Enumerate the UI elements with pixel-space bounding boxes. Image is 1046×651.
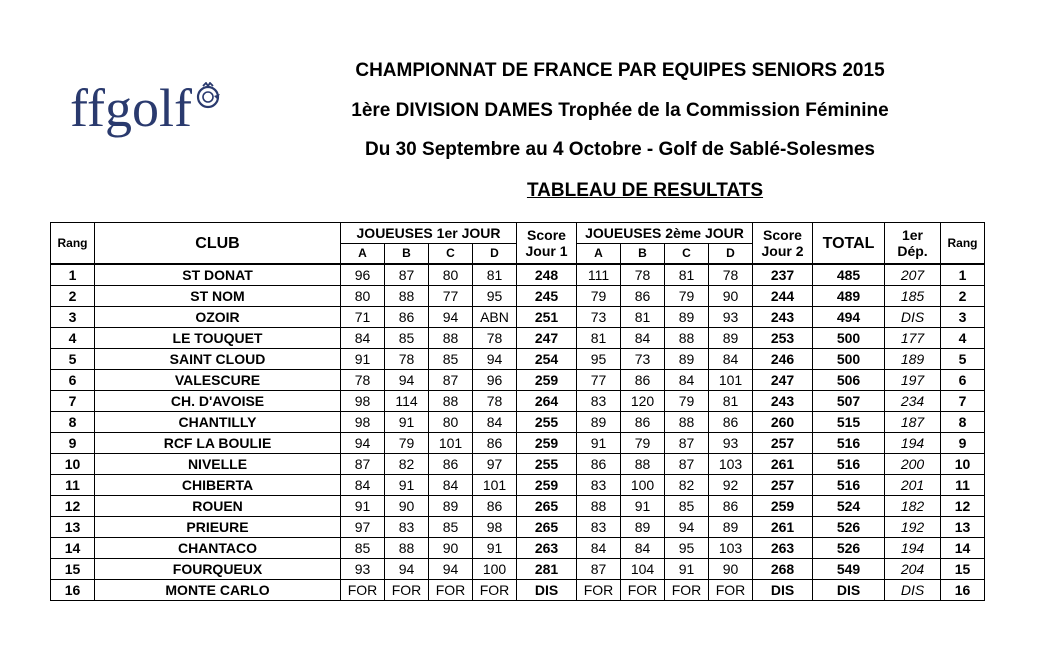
total-cell: 506 (813, 370, 885, 391)
score-day1-header (517, 223, 577, 265)
rank-cell-right: 7 (941, 391, 985, 412)
score-cell: 81 (709, 391, 753, 412)
score-cell: 84 (709, 349, 753, 370)
day2-total-cell: 243 (753, 307, 813, 328)
score-cell: 91 (621, 496, 665, 517)
day2-total-cell: 237 (753, 264, 813, 286)
first-departure-cell: 187 (885, 412, 941, 433)
score-cell: 90 (429, 538, 473, 559)
results-table-title: TABLEAU DE RESULTATS (526, 180, 764, 201)
score-cell: 79 (665, 286, 709, 307)
day1-player-d: D (473, 244, 517, 265)
table-row (51, 370, 985, 391)
day2-player-d: D (709, 244, 753, 265)
table-row (51, 433, 985, 454)
first-departure-cell: 189 (885, 349, 941, 370)
total-cell: 549 (813, 559, 885, 580)
day2-total-cell: DIS (753, 580, 813, 601)
score-day1-label-b: Jour 1 (525, 243, 568, 259)
score-cell: 89 (665, 307, 709, 328)
table-row (51, 286, 985, 307)
table-row (51, 412, 985, 433)
score-cell: 83 (577, 475, 621, 496)
score-cell: 97 (473, 454, 517, 475)
score-cell: 86 (577, 454, 621, 475)
score-cell: 87 (341, 454, 385, 475)
rank-cell-right: 6 (941, 370, 985, 391)
first-departure-cell: DIS (885, 307, 941, 328)
score-cell: 83 (577, 517, 621, 538)
total-cell: 494 (813, 307, 885, 328)
score-cell: 81 (665, 264, 709, 286)
total-cell: 500 (813, 349, 885, 370)
score-day2-label-a: Score (763, 227, 802, 243)
score-cell: 88 (665, 328, 709, 349)
score-cell: 94 (429, 307, 473, 328)
day1-total-cell: 263 (517, 538, 577, 559)
first-departure-cell: 194 (885, 538, 941, 559)
day2-total-cell: 246 (753, 349, 813, 370)
first-departure-cell: 204 (885, 559, 941, 580)
day2-total-cell: 261 (753, 517, 813, 538)
day1-total-cell: 259 (517, 370, 577, 391)
rank-cell: 5 (51, 349, 95, 370)
day2-total-cell: 243 (753, 391, 813, 412)
score-cell: 85 (429, 517, 473, 538)
score-cell: 86 (621, 370, 665, 391)
total-cell: 516 (813, 475, 885, 496)
first-departure-cell: 177 (885, 328, 941, 349)
score-cell: 94 (429, 559, 473, 580)
score-cell: 86 (473, 496, 517, 517)
rank-cell: 1 (51, 264, 95, 286)
day2-total-cell: 257 (753, 433, 813, 454)
rank-cell-right: 5 (941, 349, 985, 370)
score-cell: 89 (709, 517, 753, 538)
first-departure-cell: 201 (885, 475, 941, 496)
score-cell: 98 (341, 391, 385, 412)
rank-cell-right: 12 (941, 496, 985, 517)
total-cell: 516 (813, 454, 885, 475)
dates-location: Du 30 Septembre au 4 Octobre - Golf de Sablé-Solesmes (365, 139, 875, 160)
score-cell: 73 (621, 349, 665, 370)
score-cell: 80 (429, 264, 473, 286)
score-cell: 88 (429, 391, 473, 412)
first-departure-cell: DIS (885, 580, 941, 601)
score-cell: FOR (621, 580, 665, 601)
score-cell: 88 (385, 286, 429, 307)
score-cell: 84 (665, 370, 709, 391)
score-cell: 84 (621, 328, 665, 349)
logo-text: ffgolf (70, 78, 192, 138)
day1-total-cell: 248 (517, 264, 577, 286)
club-header: CLUB (95, 223, 341, 265)
score-cell: 83 (385, 517, 429, 538)
club-cell: CH. D'AVOISE (95, 391, 341, 412)
score-cell: 98 (341, 412, 385, 433)
score-cell: 104 (621, 559, 665, 580)
score-cell: 89 (621, 517, 665, 538)
score-cell: 94 (473, 349, 517, 370)
score-cell: 79 (577, 286, 621, 307)
club-cell: LE TOUQUET (95, 328, 341, 349)
score-cell: 83 (577, 391, 621, 412)
table-row (51, 391, 985, 412)
score-cell: 78 (621, 264, 665, 286)
first-departure-cell: 234 (885, 391, 941, 412)
score-cell: 90 (709, 286, 753, 307)
day2-total-cell: 244 (753, 286, 813, 307)
total-cell: 515 (813, 412, 885, 433)
rank-cell-right: 3 (941, 307, 985, 328)
rank-cell: 10 (51, 454, 95, 475)
score-cell: 91 (385, 412, 429, 433)
score-cell: 90 (385, 496, 429, 517)
score-cell: 81 (473, 264, 517, 286)
rank-cell-right: 16 (941, 580, 985, 601)
score-cell: 82 (385, 454, 429, 475)
score-cell: 79 (385, 433, 429, 454)
score-cell: 89 (709, 328, 753, 349)
score-cell: 81 (621, 307, 665, 328)
rang-header-right: Rang (941, 223, 985, 265)
score-cell: 91 (341, 496, 385, 517)
rank-cell: 8 (51, 412, 95, 433)
day2-total-cell: 259 (753, 496, 813, 517)
table-row (51, 517, 985, 538)
score-day1-label-a: Score (527, 227, 566, 243)
day2-total-cell: 257 (753, 475, 813, 496)
score-cell: 88 (665, 412, 709, 433)
division-subtitle: 1ère DIVISION DAMES Trophée de la Commission Féminine (351, 100, 889, 121)
total-header: TOTAL (813, 223, 885, 265)
rank-cell: 7 (51, 391, 95, 412)
total-cell: 524 (813, 496, 885, 517)
score-cell: 96 (341, 264, 385, 286)
club-cell: SAINT CLOUD (95, 349, 341, 370)
rank-cell-right: 10 (941, 454, 985, 475)
score-cell: 85 (341, 538, 385, 559)
total-cell: 489 (813, 286, 885, 307)
score-cell: 85 (385, 328, 429, 349)
score-cell: 84 (621, 538, 665, 559)
score-cell: 86 (621, 412, 665, 433)
table-row (51, 328, 985, 349)
score-cell: 78 (341, 370, 385, 391)
score-cell: ABN (473, 307, 517, 328)
rank-cell-right: 13 (941, 517, 985, 538)
score-cell: 80 (341, 286, 385, 307)
score-cell: 94 (665, 517, 709, 538)
club-cell: ROUEN (95, 496, 341, 517)
club-cell: MONTE CARLO (95, 580, 341, 601)
club-cell: FOURQUEUX (95, 559, 341, 580)
score-cell: 89 (665, 349, 709, 370)
score-cell: 84 (473, 412, 517, 433)
rang-header: Rang (51, 223, 95, 265)
score-cell: 101 (429, 433, 473, 454)
score-cell: 101 (709, 370, 753, 391)
rank-cell: 15 (51, 559, 95, 580)
score-cell: 91 (473, 538, 517, 559)
score-cell: 88 (385, 538, 429, 559)
score-cell: FOR (341, 580, 385, 601)
score-cell: 87 (665, 454, 709, 475)
day2-total-cell: 253 (753, 328, 813, 349)
score-cell: 94 (385, 370, 429, 391)
first-departure-label-b: Dép. (897, 243, 928, 259)
day1-total-cell: 264 (517, 391, 577, 412)
score-cell: 87 (665, 433, 709, 454)
score-cell: 87 (429, 370, 473, 391)
table-row (51, 475, 985, 496)
rank-cell: 4 (51, 328, 95, 349)
day2-player-c: C (665, 244, 709, 265)
score-cell: 86 (621, 286, 665, 307)
score-cell: 94 (341, 433, 385, 454)
score-cell: 96 (473, 370, 517, 391)
score-cell: 79 (665, 391, 709, 412)
table-row (51, 559, 985, 580)
rank-cell-right: 2 (941, 286, 985, 307)
rank-cell: 14 (51, 538, 95, 559)
championship-title: CHAMPIONNAT DE FRANCE PAR EQUIPES SENIORS 2015 (355, 60, 885, 81)
day2-player-a: A (577, 244, 621, 265)
score-cell: 93 (341, 559, 385, 580)
club-cell: NIVELLE (95, 454, 341, 475)
score-cell: FOR (665, 580, 709, 601)
rank-cell: 13 (51, 517, 95, 538)
first-departure-cell: 194 (885, 433, 941, 454)
score-cell: 73 (577, 307, 621, 328)
results-body (51, 264, 985, 601)
score-cell: 86 (709, 412, 753, 433)
club-cell: PRIEURE (95, 517, 341, 538)
day2-total-cell: 247 (753, 370, 813, 391)
day1-total-cell: 265 (517, 496, 577, 517)
club-cell: RCF LA BOULIE (95, 433, 341, 454)
score-cell: 86 (429, 454, 473, 475)
rank-cell: 9 (51, 433, 95, 454)
score-cell: 95 (577, 349, 621, 370)
score-cell: 85 (429, 349, 473, 370)
score-day2-label-b: Jour 2 (761, 243, 804, 259)
day1-player-c: C (429, 244, 473, 265)
club-cell: VALESCURE (95, 370, 341, 391)
first-departure-cell: 197 (885, 370, 941, 391)
day2-total-cell: 263 (753, 538, 813, 559)
score-cell: 86 (709, 496, 753, 517)
first-departure-cell: 207 (885, 264, 941, 286)
score-cell: 89 (429, 496, 473, 517)
score-cell: 92 (709, 475, 753, 496)
score-cell: 78 (385, 349, 429, 370)
day1-total-cell: 255 (517, 412, 577, 433)
club-cell: CHANTILLY (95, 412, 341, 433)
rank-cell-right: 14 (941, 538, 985, 559)
score-cell: 87 (385, 264, 429, 286)
score-cell: 78 (709, 264, 753, 286)
rank-cell-right: 15 (941, 559, 985, 580)
total-cell: 485 (813, 264, 885, 286)
rank-cell-right: 11 (941, 475, 985, 496)
table-row (51, 264, 985, 286)
total-cell: 516 (813, 433, 885, 454)
day1-total-cell: DIS (517, 580, 577, 601)
score-cell: 71 (341, 307, 385, 328)
day1-total-cell: 254 (517, 349, 577, 370)
score-cell: 100 (621, 475, 665, 496)
score-cell: 77 (577, 370, 621, 391)
score-cell: 91 (577, 433, 621, 454)
day1-player-a: A (341, 244, 385, 265)
table-row (51, 349, 985, 370)
rank-cell-right: 9 (941, 433, 985, 454)
day1-total-cell: 259 (517, 475, 577, 496)
total-cell: 526 (813, 538, 885, 559)
score-cell: 89 (577, 412, 621, 433)
score-cell: 86 (473, 433, 517, 454)
day1-player-b: B (385, 244, 429, 265)
score-cell: 111 (577, 264, 621, 286)
score-cell: 84 (341, 328, 385, 349)
rank-cell-right: 4 (941, 328, 985, 349)
score-cell: 93 (709, 307, 753, 328)
day1-total-cell: 259 (517, 433, 577, 454)
day2-total-cell: 268 (753, 559, 813, 580)
score-cell: FOR (577, 580, 621, 601)
total-cell: 500 (813, 328, 885, 349)
total-cell: DIS (813, 580, 885, 601)
score-cell: 78 (473, 391, 517, 412)
rank-cell: 3 (51, 307, 95, 328)
club-cell: OZOIR (95, 307, 341, 328)
score-cell: 98 (473, 517, 517, 538)
table-row (51, 580, 985, 601)
day2-player-b: B (621, 244, 665, 265)
score-cell: 95 (473, 286, 517, 307)
results-table (50, 222, 985, 601)
score-cell: 79 (621, 433, 665, 454)
club-cell: CHANTACO (95, 538, 341, 559)
day1-total-cell: 281 (517, 559, 577, 580)
rooster-icon (194, 82, 222, 110)
score-cell: 95 (665, 538, 709, 559)
rank-cell: 6 (51, 370, 95, 391)
score-cell: 80 (429, 412, 473, 433)
total-cell: 507 (813, 391, 885, 412)
score-cell: 84 (429, 475, 473, 496)
day1-players-header: JOUEUSES 1er JOUR (341, 223, 517, 244)
first-departure-cell: 192 (885, 517, 941, 538)
rank-cell: 16 (51, 580, 95, 601)
club-cell: ST NOM (95, 286, 341, 307)
score-cell: 100 (473, 559, 517, 580)
table-row (51, 454, 985, 475)
score-cell: 86 (385, 307, 429, 328)
score-cell: 88 (621, 454, 665, 475)
score-cell: 97 (341, 517, 385, 538)
day1-total-cell: 255 (517, 454, 577, 475)
table-row (51, 538, 985, 559)
score-cell: 90 (709, 559, 753, 580)
day1-total-cell: 265 (517, 517, 577, 538)
score-cell: 120 (621, 391, 665, 412)
score-cell: FOR (473, 580, 517, 601)
rank-cell: 2 (51, 286, 95, 307)
day1-total-cell: 245 (517, 286, 577, 307)
score-cell: 103 (709, 538, 753, 559)
score-cell: 88 (429, 328, 473, 349)
score-cell: 91 (385, 475, 429, 496)
day1-total-cell: 247 (517, 328, 577, 349)
day2-total-cell: 261 (753, 454, 813, 475)
score-cell: 93 (709, 433, 753, 454)
first-departure-cell: 185 (885, 286, 941, 307)
club-cell: CHIBERTA (95, 475, 341, 496)
score-cell: 91 (665, 559, 709, 580)
score-cell: 77 (429, 286, 473, 307)
score-cell: FOR (429, 580, 473, 601)
score-cell: 88 (577, 496, 621, 517)
table-row (51, 496, 985, 517)
total-cell: 526 (813, 517, 885, 538)
rank-cell-right: 8 (941, 412, 985, 433)
ffgolf-logo (70, 78, 222, 168)
score-day2-header (753, 223, 813, 265)
score-cell: 114 (385, 391, 429, 412)
score-cell: 103 (709, 454, 753, 475)
day2-players-header: JOUEUSES 2ème JOUR (577, 223, 753, 244)
rank-cell: 11 (51, 475, 95, 496)
score-cell: 78 (473, 328, 517, 349)
first-departure-cell: 200 (885, 454, 941, 475)
score-cell: FOR (385, 580, 429, 601)
score-cell: 81 (577, 328, 621, 349)
table-row (51, 307, 985, 328)
rank-cell-right: 1 (941, 264, 985, 286)
score-cell: 82 (665, 475, 709, 496)
score-cell: 87 (577, 559, 621, 580)
first-departure-header (885, 223, 941, 265)
score-cell: 85 (665, 496, 709, 517)
first-departure-label-a: 1er (901, 227, 924, 243)
day1-total-cell: 251 (517, 307, 577, 328)
day2-total-cell: 260 (753, 412, 813, 433)
score-cell: 84 (577, 538, 621, 559)
first-departure-cell: 182 (885, 496, 941, 517)
score-cell: 101 (473, 475, 517, 496)
score-cell: FOR (709, 580, 753, 601)
score-cell: 84 (341, 475, 385, 496)
score-cell: 94 (385, 559, 429, 580)
score-cell: 91 (341, 349, 385, 370)
club-cell: ST DONAT (95, 264, 341, 286)
rank-cell: 12 (51, 496, 95, 517)
